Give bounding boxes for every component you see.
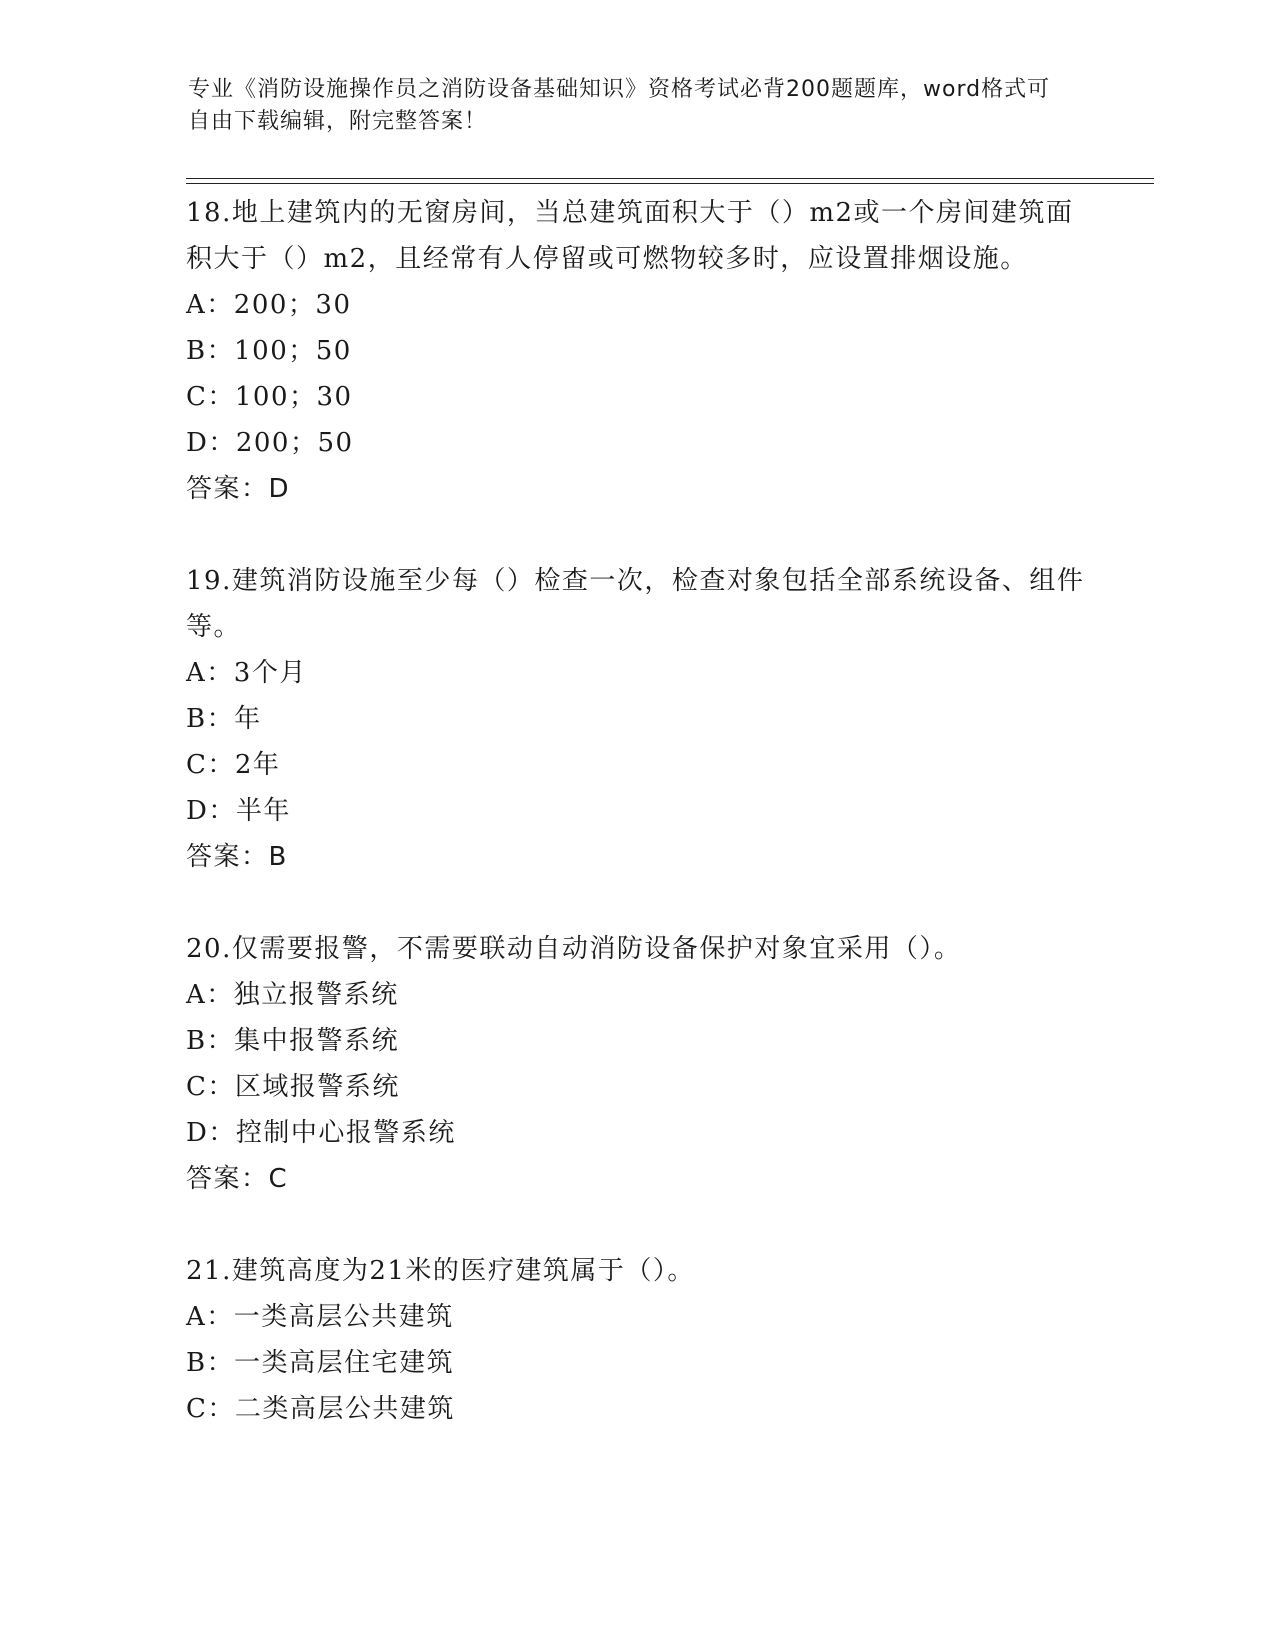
option-d: D：半年: [186, 796, 291, 826]
question-text: 19.建筑消防设施至少每（）检查一次，检查对象包括全部系统设备、组件等。: [186, 566, 1085, 642]
option-c: C：区域报警系统: [186, 1072, 400, 1102]
option-b: B：一类高层住宅建筑: [186, 1348, 455, 1378]
option-b: B：100；50: [186, 336, 352, 366]
question-19: [186, 558, 1086, 880]
option-a: A：3个月: [186, 658, 307, 688]
option-d: D：控制中心报警系统: [186, 1118, 456, 1148]
question-21: [186, 1248, 1086, 1432]
header-rule-top: [186, 178, 1154, 179]
option-d: D：200；50: [186, 428, 354, 458]
option-b: B：年: [186, 704, 262, 734]
option-a: A：独立报警系统: [186, 980, 399, 1010]
spacer: [186, 1202, 1086, 1248]
question-text: 20.仅需要报警，不需要联动自动消防设备保护对象宜采用（）。: [186, 934, 962, 964]
question-text: 18.地上建筑内的无窗房间，当总建筑面积大于（）m2或一个房间建筑面积大于（）m2，且经常有人停留或可燃物较多时，应设置排烟设施。: [186, 198, 1074, 274]
answer: 答案：B: [186, 842, 288, 872]
question-18: [186, 190, 1086, 512]
document-header: 专业《消防设施操作员之消防设备基础知识》资格考试必背200题题库，word格式可自由下载编辑，附完整答案！: [188, 77, 1051, 134]
spacer: [186, 512, 1086, 558]
option-a: A：200；30: [186, 290, 352, 320]
question-list: [186, 190, 1086, 1432]
answer: 答案：D: [186, 474, 291, 504]
answer: 答案：C: [186, 1164, 289, 1194]
option-a: A：一类高层公共建筑: [186, 1302, 454, 1332]
option-c: C：二类高层公共建筑: [186, 1394, 455, 1424]
header-rule-bottom: [186, 183, 1154, 184]
option-c: C：2年: [186, 750, 281, 780]
spacer: [186, 880, 1086, 926]
option-b: B：集中报警系统: [186, 1026, 400, 1056]
option-c: C：100；30: [186, 382, 353, 412]
question-20: [186, 926, 1086, 1202]
question-text: 21.建筑高度为21米的医疗建筑属于（）。: [186, 1256, 695, 1286]
